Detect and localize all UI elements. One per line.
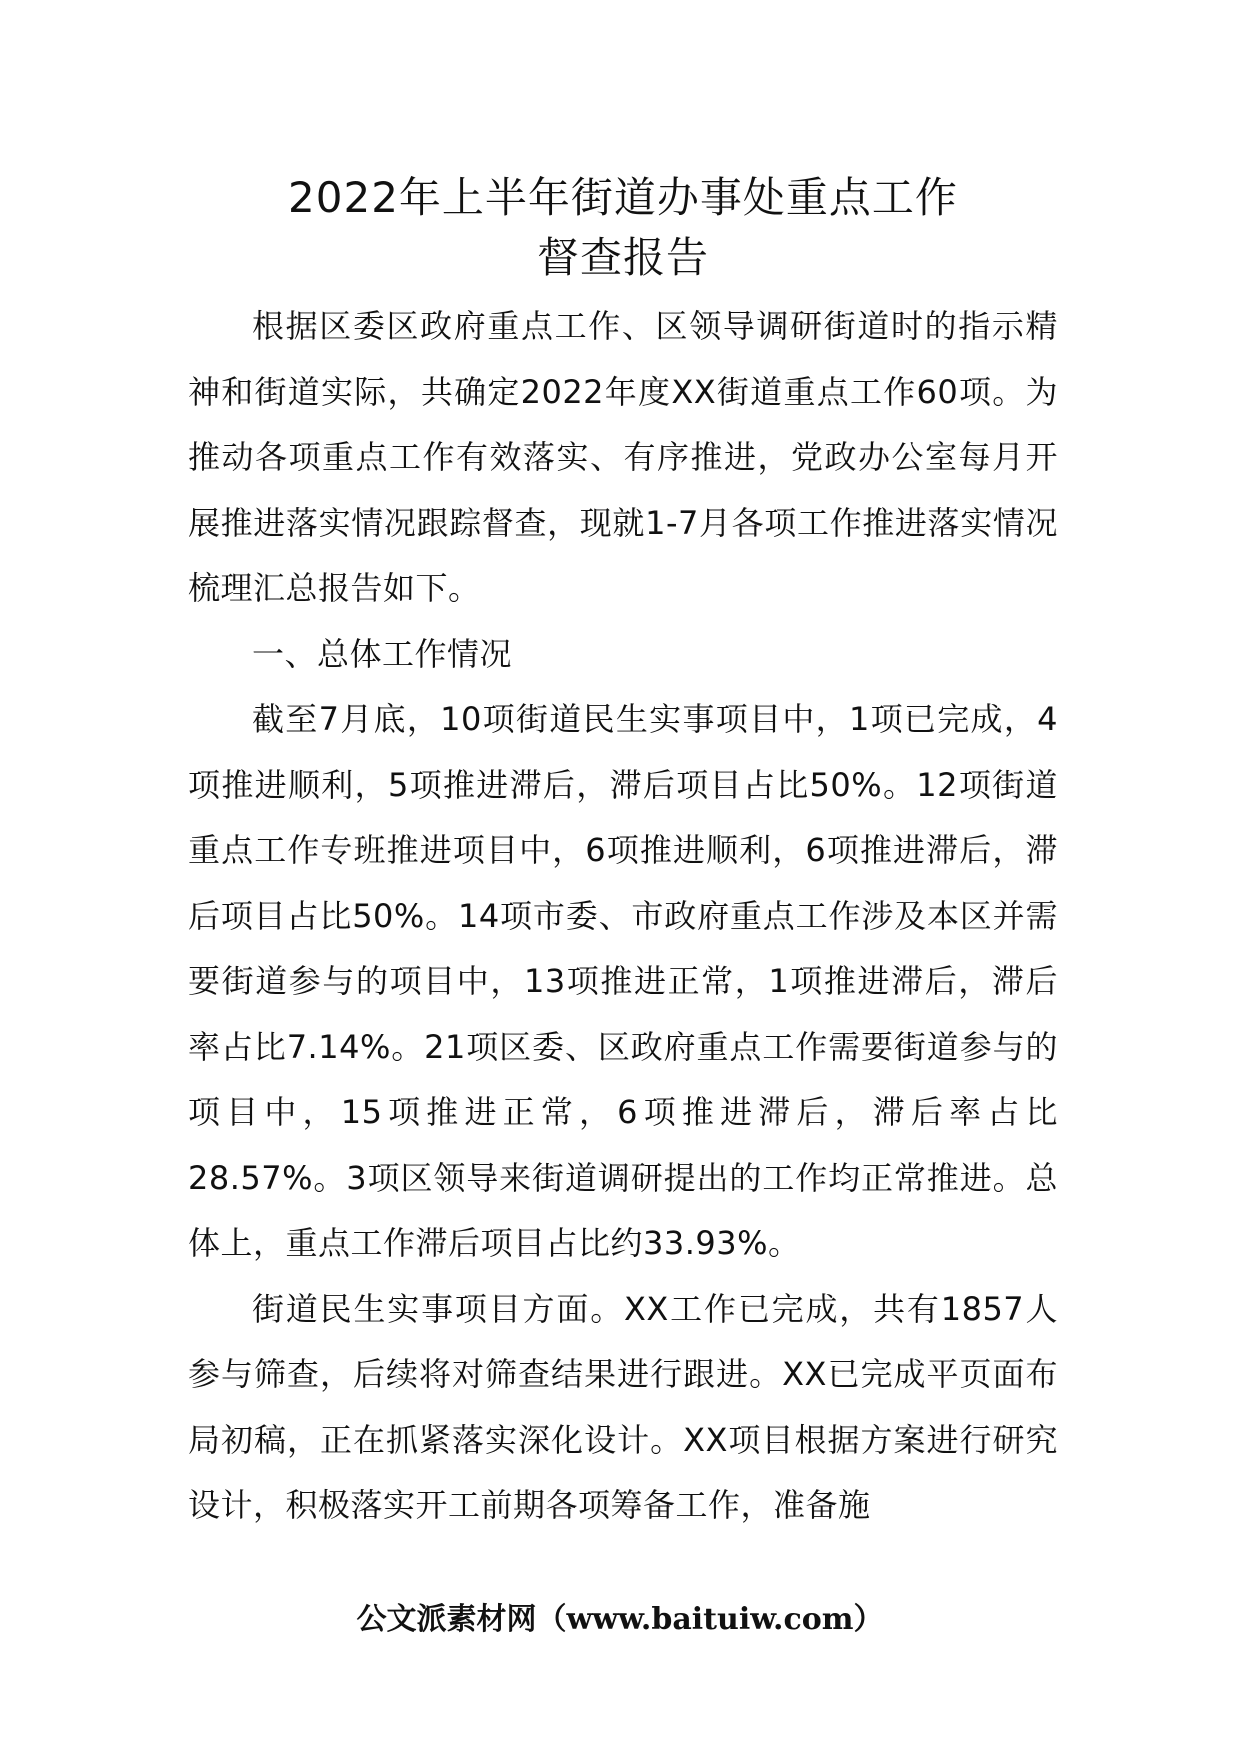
footer-watermark: 公文派素材网（www.baituiw.com） [356,1602,884,1637]
title-line-1: 2022年上半年街道办事处重点工作 [288,173,958,222]
section-paragraph: 街道民生实事项目方面。XX工作已完成，共有1857人参与筛查，后续将对筛查结果进行跟进。XX已完成平页面布局初稿，正在抓紧落实深化设计。XX项目根据方案进行研究设计，积极落实开工前期各项筹备工作，准备施 [188,1289,1058,1524]
intro-paragraph: 根据区委区政府重点工作、区领导调研街道时的指示精神和街道实际，共确定2022年度XX街道重点工作60项。为推动各项重点工作有效落实、有序推进，党政办公室每月开展推进落实情况跟踪督查，现就1-7月各项工作推进落实情况梳理汇总报告如下。 [188,307,1058,607]
section-heading: 一、总体工作情况 [252,634,513,673]
section-paragraph: 截至7月底，10项街道民生实事项目中，1项已完成，4项推进顺利，5项推进滞后，滞后项目占比50%。12项街道重点工作专班推进项目中，6项推进顺利，6项推进滞后，滞后项目占比50%。14项市委、市政府重点工作涉及本区并需要街道参与的项目中，13项推进正常，1项推进滞后，滞后率占比7.14%。21项区委、区政府重点工作需要街道参与的项目中，15项推进正常，6项推进滞后，滞后率占比28.57%。3项区领导来街道调研提出的工作均正常推进。总体上，重点工作滞后项目占比约33.93%。 [188,700,1058,1262]
document-page [188,168,1058,1539]
title-line-2: 督查报告 [536,233,709,282]
document-title [188,168,1058,288]
document-body [188,294,1058,1539]
